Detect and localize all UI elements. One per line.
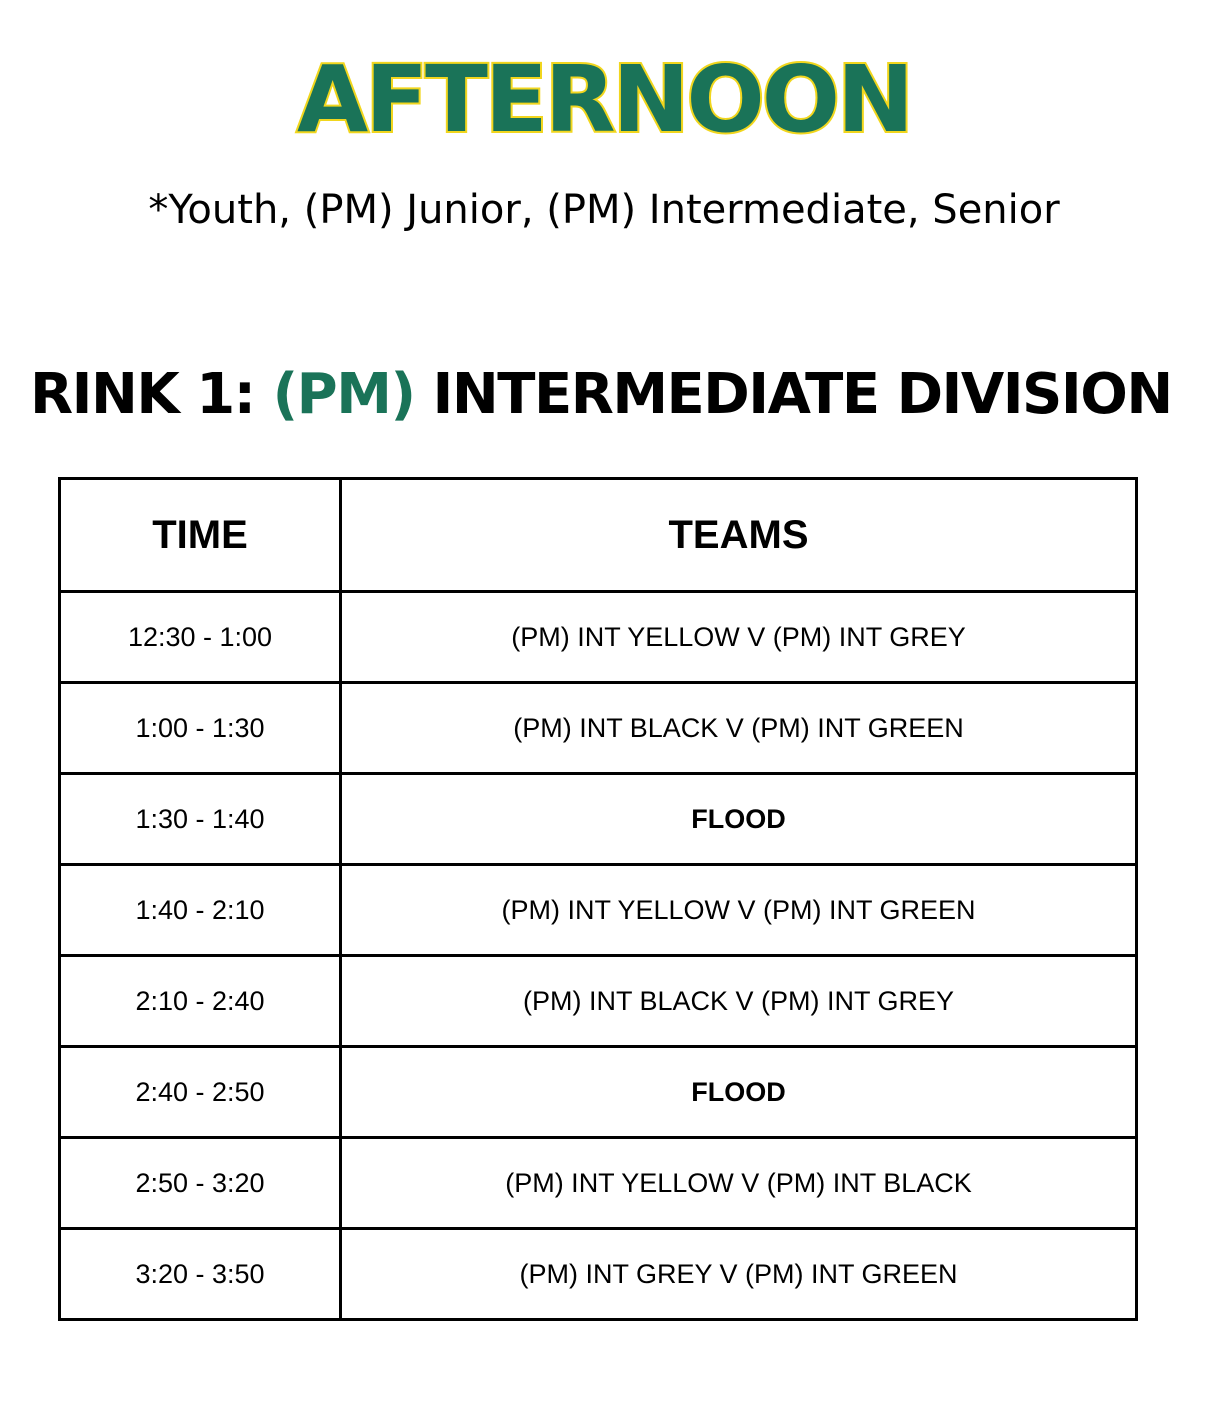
column-header-teams: TEAMS bbox=[341, 479, 1137, 592]
table-row bbox=[60, 956, 1137, 1047]
section-heading bbox=[30, 355, 1190, 435]
divisions-subtitle: *Youth, (PM) Junior, (PM) Intermediate, Senior bbox=[148, 187, 1060, 233]
section-heading-prefix: RINK 1: bbox=[30, 362, 273, 427]
table-row bbox=[60, 1229, 1137, 1320]
time-cell: 3:20 - 3:50 bbox=[60, 1229, 341, 1320]
schedule-table bbox=[58, 477, 1138, 1321]
teams-cell: (PM) INT YELLOW V (PM) INT GREY bbox=[341, 592, 1137, 683]
teams-cell: FLOOD bbox=[341, 774, 1137, 865]
section-heading-accent: (PM) bbox=[272, 362, 415, 427]
teams-cell: (PM) INT YELLOW V (PM) INT BLACK bbox=[341, 1138, 1137, 1229]
section-heading-suffix: INTERMEDIATE DIVISION bbox=[414, 362, 1172, 427]
time-cell: 1:30 - 1:40 bbox=[60, 774, 341, 865]
teams-cell: (PM) INT BLACK V (PM) INT GREY bbox=[341, 956, 1137, 1047]
time-cell: 2:40 - 2:50 bbox=[60, 1047, 341, 1138]
table-row bbox=[60, 865, 1137, 956]
time-cell: 2:10 - 2:40 bbox=[60, 956, 341, 1047]
table-row bbox=[60, 774, 1137, 865]
time-cell: 12:30 - 1:00 bbox=[60, 592, 341, 683]
teams-cell: (PM) INT GREY V (PM) INT GREEN bbox=[341, 1229, 1137, 1320]
teams-cell: (PM) INT YELLOW V (PM) INT GREEN bbox=[341, 865, 1137, 956]
time-cell: 1:40 - 2:10 bbox=[60, 865, 341, 956]
page-title: AFTERNOON bbox=[297, 46, 911, 153]
table-row bbox=[60, 683, 1137, 774]
teams-cell: FLOOD bbox=[341, 1047, 1137, 1138]
table-row bbox=[60, 1047, 1137, 1138]
time-cell: 1:00 - 1:30 bbox=[60, 683, 341, 774]
table-row bbox=[60, 592, 1137, 683]
table-header-row bbox=[60, 479, 1137, 592]
table-row bbox=[60, 1138, 1137, 1229]
teams-cell: (PM) INT BLACK V (PM) INT GREEN bbox=[341, 683, 1137, 774]
time-cell: 2:50 - 3:20 bbox=[60, 1138, 341, 1229]
column-header-time: TIME bbox=[60, 479, 341, 592]
